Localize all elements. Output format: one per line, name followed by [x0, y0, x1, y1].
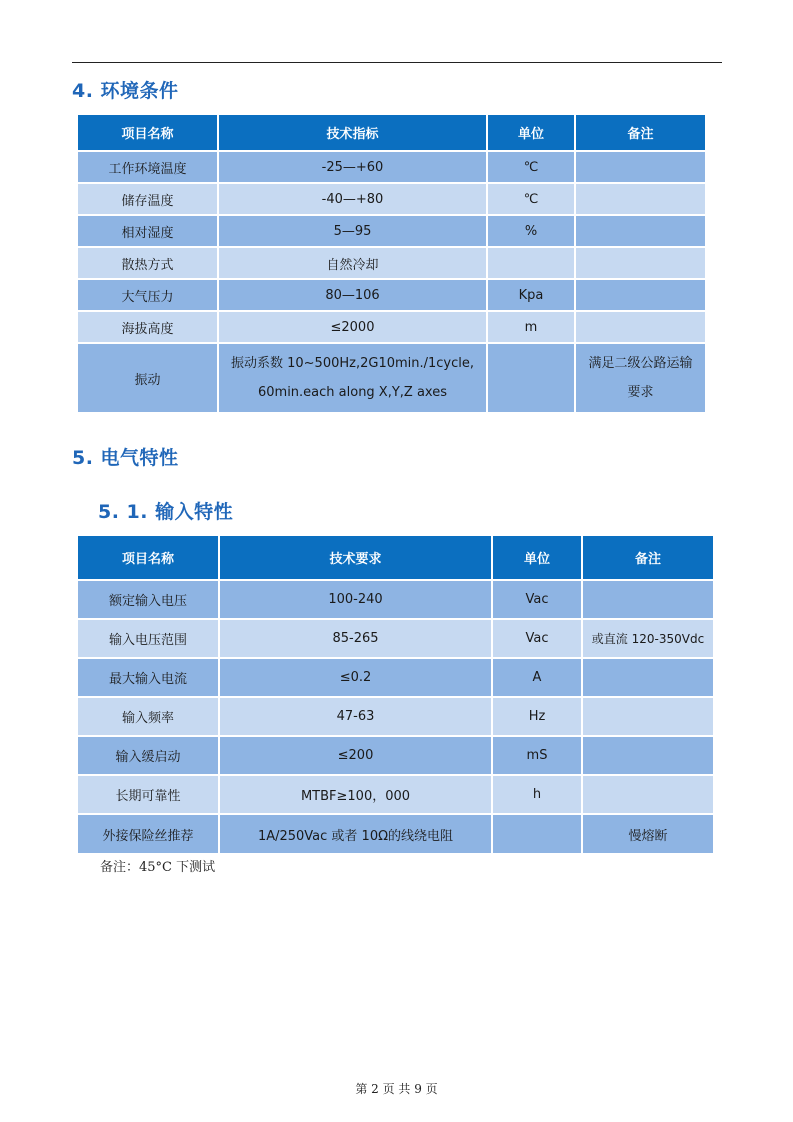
- table-row: [77, 619, 714, 658]
- input-table: [76, 534, 715, 855]
- cell-remark: [575, 311, 706, 343]
- cell-unit: Vac: [492, 580, 582, 619]
- column-header: 项目名称: [77, 535, 219, 580]
- page-footer: 第 2 页 共 9 页: [355, 1082, 438, 1096]
- cell-spec: ≤2000: [218, 311, 487, 343]
- test-condition-note: 备注：45°C 下测试: [100, 860, 216, 875]
- column-header: 备注: [582, 535, 714, 580]
- cell-unit: [487, 343, 575, 413]
- table-row: [77, 247, 706, 279]
- cell-remark: [575, 151, 706, 183]
- table-row: [77, 736, 714, 775]
- section-title-electrical: 5. 电气特性: [72, 447, 179, 469]
- cell-unit: Kpa: [487, 279, 575, 311]
- section-title-environment: 4. 环境条件: [72, 80, 179, 102]
- cell-item: 振动: [77, 343, 218, 413]
- cell-unit: Hz: [492, 697, 582, 736]
- column-header: 单位: [492, 535, 582, 580]
- cell-item: 额定输入电压: [77, 580, 219, 619]
- column-header: 备注: [575, 114, 706, 151]
- cell-remark: [575, 183, 706, 215]
- cell-unit: h: [492, 775, 582, 814]
- cell-unit: ℃: [487, 183, 575, 215]
- vibration-spec-line1: 振动系数 10~500Hz,2G10min./1cycle,: [230, 356, 475, 371]
- cell-remark: [575, 247, 706, 279]
- cell-remark: [582, 580, 714, 619]
- cell-spec: 自然冷却: [218, 247, 487, 279]
- cell-item: 长期可靠性: [77, 775, 219, 814]
- cell-spec: -40—+80: [218, 183, 487, 215]
- cell-spec: MTBF≥100，000: [219, 775, 492, 814]
- cell-item: 相对湿度: [77, 215, 218, 247]
- cell-remark: 慢熔断: [582, 814, 714, 854]
- vibration-remark-line2: 要求: [627, 385, 654, 400]
- cell-unit: [492, 814, 582, 854]
- cell-remark: [582, 775, 714, 814]
- section-title-input: 5. 1. 输入特性: [98, 501, 234, 523]
- cell-spec: ≤200: [219, 736, 492, 775]
- table-row-vibration: [77, 343, 706, 413]
- column-header: 单位: [487, 114, 575, 151]
- cell-spec: 80—106: [218, 279, 487, 311]
- table-header-row: [77, 114, 706, 151]
- table-row: [77, 697, 714, 736]
- cell-spec: -25—+60: [218, 151, 487, 183]
- cell-spec: ≤0.2: [219, 658, 492, 697]
- cell-unit: ℃: [487, 151, 575, 183]
- cell-unit: m: [487, 311, 575, 343]
- cell-item: 散热方式: [77, 247, 218, 279]
- cell-item: 海拔高度: [77, 311, 218, 343]
- vibration-spec-line2: 60min.each along X,Y,Z axes: [257, 385, 447, 400]
- column-header: 项目名称: [77, 114, 218, 151]
- table-row: [77, 658, 714, 697]
- cell-item: 工作环境温度: [77, 151, 218, 183]
- cell-remark: [575, 343, 706, 413]
- vibration-remark-line1: 满足二级公路运输: [588, 356, 693, 371]
- cell-item: 储存温度: [77, 183, 218, 215]
- table-header-row: [77, 535, 714, 580]
- cell-spec: [218, 343, 487, 413]
- cell-item: 输入电压范围: [77, 619, 219, 658]
- cell-unit: A: [492, 658, 582, 697]
- cell-item: 输入频率: [77, 697, 219, 736]
- cell-remark: [575, 279, 706, 311]
- cell-unit: %: [487, 215, 575, 247]
- cell-unit: [487, 247, 575, 279]
- cell-spec: 47-63: [219, 697, 492, 736]
- column-header: 技术要求: [219, 535, 492, 580]
- cell-spec: 100-240: [219, 580, 492, 619]
- cell-item: 外接保险丝推荐: [77, 814, 219, 854]
- cell-spec: 85-265: [219, 619, 492, 658]
- table-row: [77, 814, 714, 854]
- cell-item: 最大输入电流: [77, 658, 219, 697]
- table-row: [77, 279, 706, 311]
- table-row: [77, 183, 706, 215]
- table-row: [77, 215, 706, 247]
- cell-spec: 5—95: [218, 215, 487, 247]
- header-rule: [72, 62, 722, 63]
- cell-item: 大气压力: [77, 279, 218, 311]
- environment-table: [76, 113, 707, 414]
- table-row: [77, 775, 714, 814]
- cell-unit: mS: [492, 736, 582, 775]
- column-header: 技术指标: [218, 114, 487, 151]
- cell-item: 输入缓启动: [77, 736, 219, 775]
- cell-remark: [582, 658, 714, 697]
- table-row: [77, 151, 706, 183]
- cell-spec: 1A/250Vac 或者 10Ω的线绕电阻: [219, 814, 492, 854]
- table-row: [77, 580, 714, 619]
- cell-remark: [582, 736, 714, 775]
- cell-remark: 或直流 120-350Vdc: [582, 619, 714, 658]
- cell-unit: Vac: [492, 619, 582, 658]
- cell-remark: [575, 215, 706, 247]
- cell-remark: [582, 697, 714, 736]
- table-row: [77, 311, 706, 343]
